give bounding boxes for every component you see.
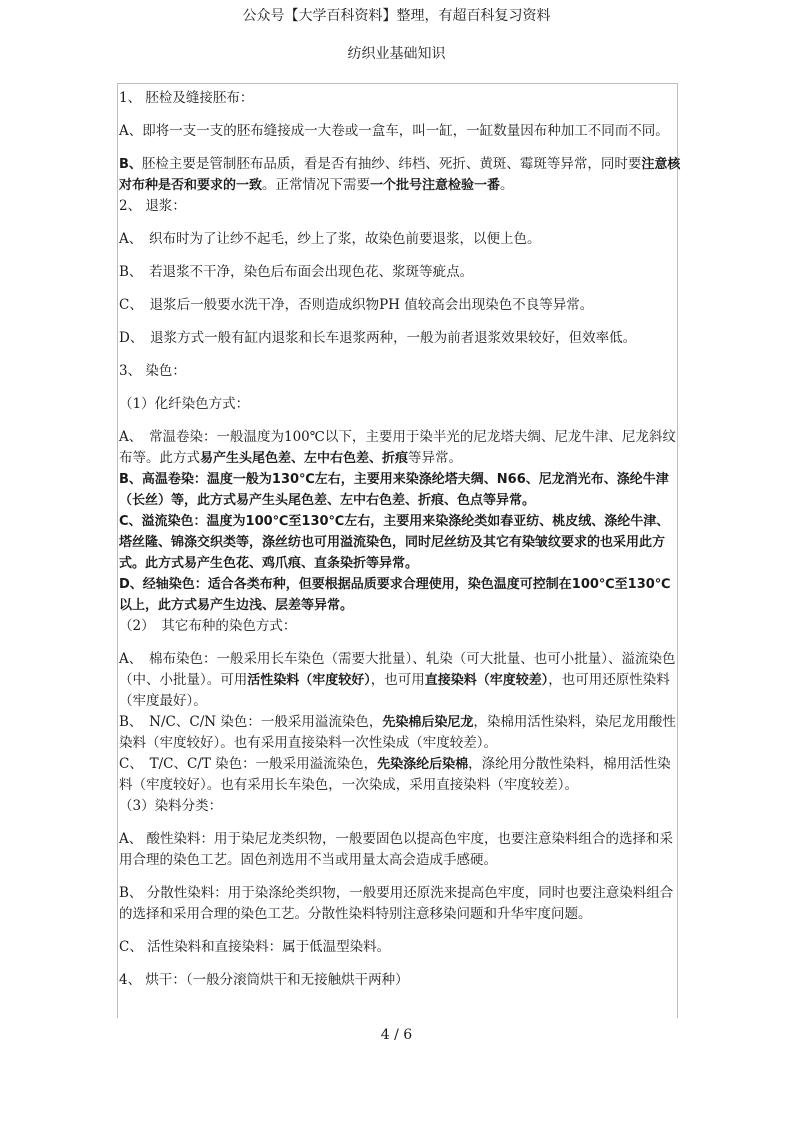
section-3-1-item-b: B、高温卷染：温度一般为130℃左右，主要用来染涤纶塔夫绸、N66、尼龙消光布、涤纶牛津（长丝）等，此方式易产生头尾色差、左中右色差、折痕、色点等异常。 bbox=[119, 472, 669, 508]
dye-item-a: A、 酸性染料：用于染尼龙类织物，一般要固色以提高色牢度，也要注意染料组合的选择和采用合理的染色工艺。固色剂选用不当或用量太高会造成手感硬。 bbox=[119, 831, 674, 868]
bold-phrase: 直接染料（牢度较差） bbox=[424, 673, 549, 688]
bold-phrase: 先染涤纶后染棉 bbox=[377, 757, 469, 772]
section-3-heading: 3、 染色： bbox=[119, 363, 186, 379]
section-2-item-a: A、 织布时为了让纱不起毛，纱上了浆，故染色前要退浆，以便上色。 bbox=[119, 231, 541, 247]
bold-phrase: 活性染料（牢度较好） bbox=[247, 673, 371, 688]
section-3-2-item-a: A、 棉布染色：一般采用长车染色（需要大批量）、轧染（可大批量、也可小批量）、溢流染色（中、小批量）。可用活性染料（牢度较好），也可用直接染料（牢度较差），也可用还原性染料（牢度最好）。 bbox=[119, 651, 676, 709]
bold-phrase: 先染棉后染尼龙 bbox=[382, 715, 474, 730]
bold-phrase: 易产生头尾色差、左中右色差、折痕 bbox=[200, 451, 409, 466]
bold-phrase: 一个批号注意检验一番 bbox=[370, 178, 501, 193]
section-3-2-item-b: B、 N/C、C/N 染色：一般采用溢流染色，先染棉后染尼龙，染棉用活性染料，染尼龙用酸性染料（牢度较好）。也有采用直接染料一次性染成（牢度较差）。 bbox=[119, 714, 676, 751]
subsection-3-3-heading: （3）染料分类： bbox=[119, 798, 223, 814]
document-title: 纺织业基础知识 bbox=[347, 46, 446, 62]
bold-phrase: 注意核对布种是否和要求的一致 bbox=[119, 157, 681, 193]
section-2-item-d: D、 退浆方式一般有缸内退浆和长车退浆两种，一般为前者退浆效果较好，但效率低。 bbox=[119, 330, 637, 346]
section-3-1-item-d: D、经轴染色：适合各类布种，但要根据品质要求合理使用，染色温度可控制在100℃至130℃以上，此方式易产生边浅、层差等异常。 bbox=[119, 577, 671, 613]
dye-item-b: B、 分散性染料：用于染涤纶类织物，一般要用还原洗来提高色牢度，同时也要注意染料组合的选择和采用合理的染色工艺。分散性染料特别注意移染问题和升华牢度问题。 bbox=[119, 885, 674, 922]
section-4-heading: 4、 烘干：（一般分滚筒烘干和无接触烘干两种） bbox=[119, 972, 409, 988]
section-2-item-b: B、 若退浆不干净，染色后布面会出现色花、浆斑等疵点。 bbox=[119, 264, 474, 280]
page-number: 4 / 6 bbox=[380, 1027, 413, 1043]
dye-item-c: C、 活性染料和直接染料：属于低温型染料。 bbox=[119, 939, 391, 955]
item-b-marker: B、 bbox=[119, 157, 142, 172]
section-3-2-item-c: C、 T/C、C/T 染色：一般采用溢流染色，先染涤纶后染棉，涤纶用分散性染料，棉用活性染料（牢度较好）。也有采用长车染色，一次染成，采用直接染料（牢度较差）。 bbox=[119, 756, 671, 793]
section-2-item-c: C、 退浆后一般要水洗干净，否则造成织物PH 值较高会出现染色不良等异常。 bbox=[119, 297, 594, 313]
section-1-heading: 1、 胚检及缝接胚布： bbox=[119, 90, 254, 106]
section-3-1-item-a: A、 常温卷染：一般温度为100℃以下，主要用于染半光的尼龙塔夫绸、尼龙牛津、尼龙斜纹布等。此方式易产生头尾色差、左中右色差、折痕等异常。 bbox=[119, 429, 676, 466]
page-header: 公众号【大学百科资料】整理，有超百科复习资料 bbox=[242, 8, 551, 24]
section-3-1-item-c: C、溢流染色：温度为100℃至130℃左右，主要用来染涤纶类如春亚纺、桃皮绒、涤纶牛津、塔丝隆、锦涤交织类等，涤丝纺也可用溢流染色，同时尼丝纺及其它有染皱纹要求的也采用此方式。此方式易产生色花、鸡爪痕、直条染折等异常。 bbox=[119, 514, 670, 571]
document-body bbox=[119, 83, 681, 991]
section-2-heading: 2、 退浆： bbox=[119, 198, 186, 214]
section-1-item-a: A、即将一支一支的胚布缝接成一大卷或一盒车，叫一缸，一缸数量因布种加工不同而不同。 bbox=[119, 123, 669, 139]
section-1-item-b: B、胚检主要是管制胚布品质，看是否有抽纱、纬档、死折、黄斑、霉斑等异常，同时要注意核对布种是否和要求的一致。正常情况下需要一个批号注意检验一番。 bbox=[119, 156, 681, 193]
subsection-3-1-heading: （1）化纤染色方式： bbox=[119, 396, 250, 412]
subsection-3-2-heading: （2） 其它布种的染色方式： bbox=[119, 618, 297, 634]
